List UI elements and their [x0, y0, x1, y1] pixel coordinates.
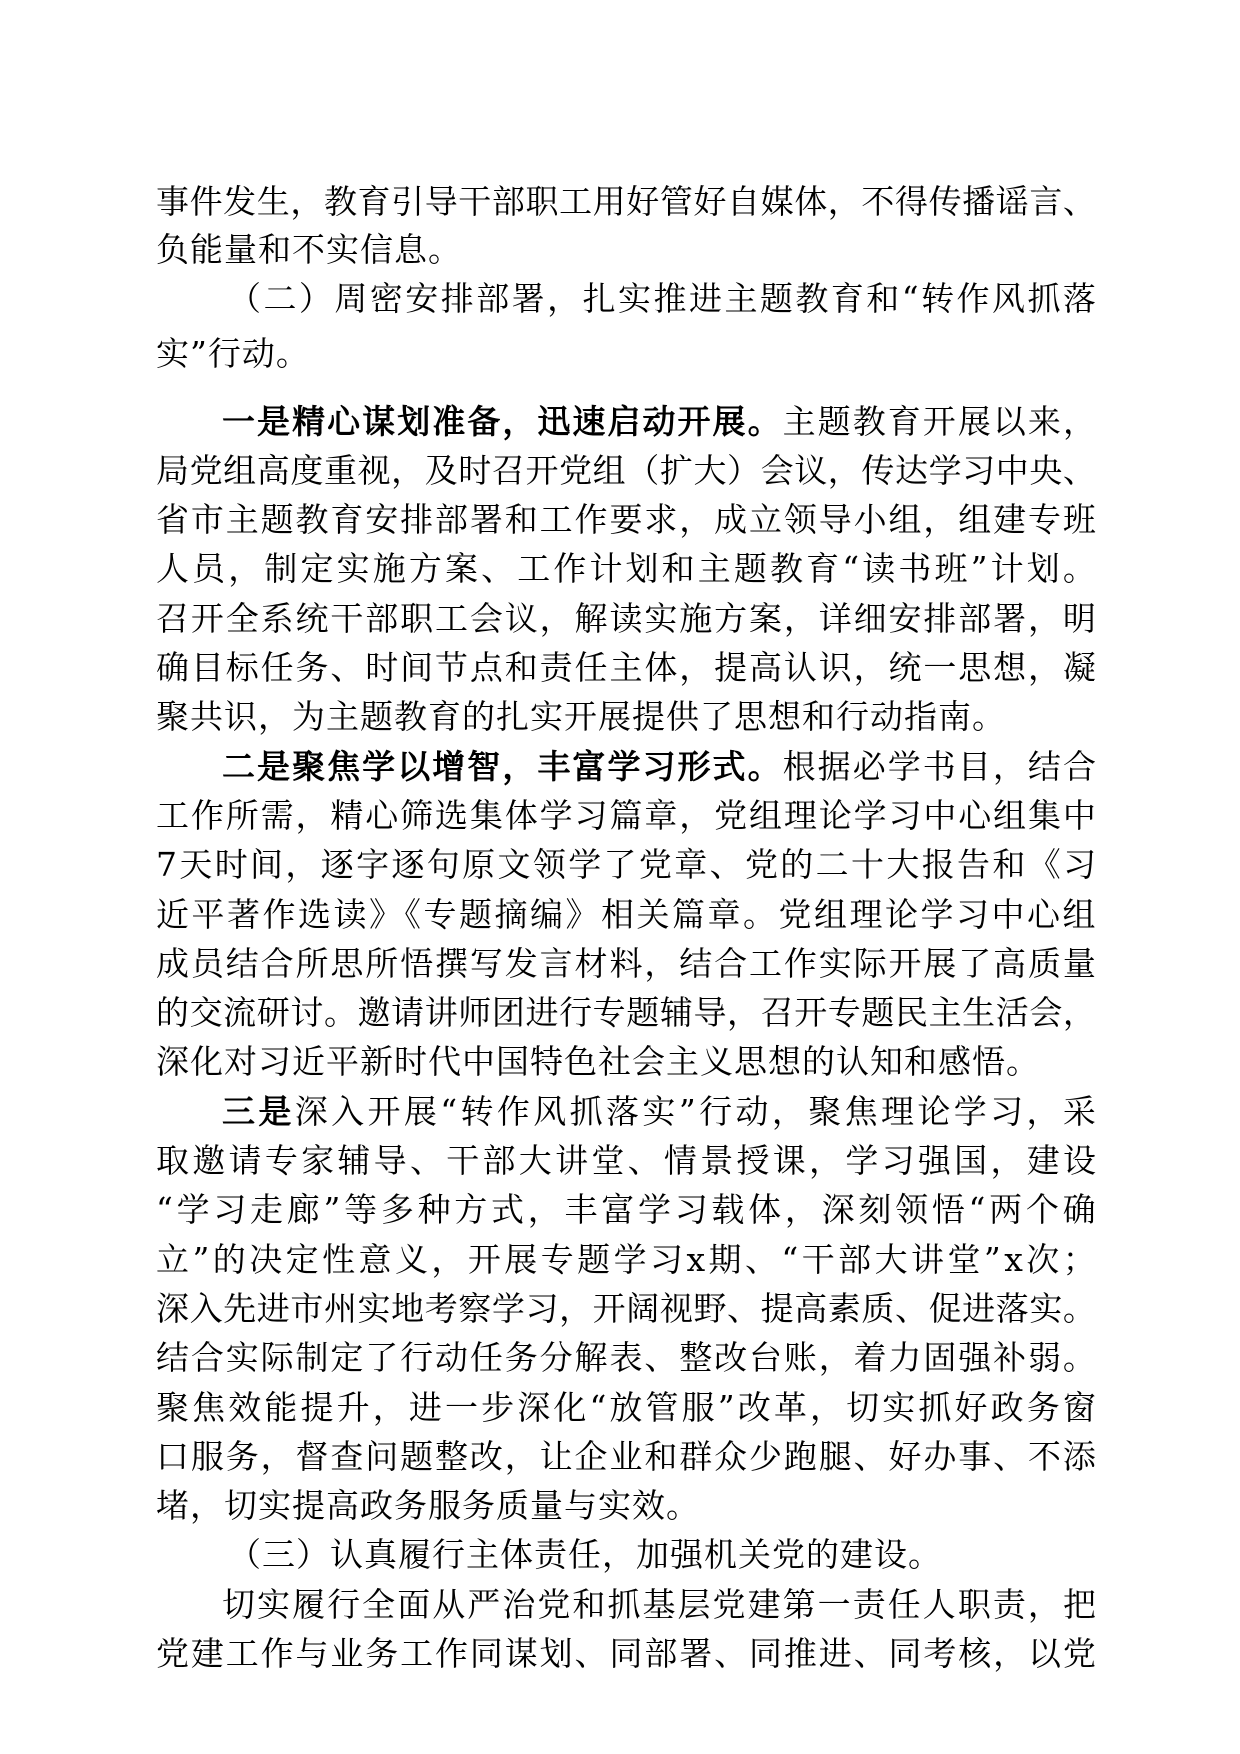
text-line: [156, 1285, 1097, 1333]
body-text: 结合实际制定了行动任务分解表、整改台账，着力固强补弱。: [156, 1338, 1098, 1377]
body-text: 召开全系统干部职工会议，解读实施方案，详细安排部署，明: [156, 599, 1098, 638]
body-text: 负能量和不实信息。: [156, 230, 462, 269]
text-line: [156, 330, 310, 378]
body-text: 7天时间，逐字逐句原文领学了党章、党的二十大报告和《习: [156, 845, 1099, 884]
bold-lead-text: 一是精心谋划准备，迅速启动开展。: [222, 402, 783, 441]
text-line: [156, 1433, 1098, 1481]
text-line: [156, 447, 1097, 495]
text-line: [156, 792, 1098, 840]
body-text: “学习走廊”等多种方式，丰富学习载体，深刻领悟“两个确: [156, 1190, 1100, 1229]
text-line: [156, 743, 1098, 791]
text-line: [156, 841, 1098, 889]
body-text: 深入开展“转作风抓落实”行动，聚焦理论学习，采: [294, 1092, 1100, 1131]
text-line: [156, 226, 462, 274]
body-text: 切实履行全面从严治党和抓基层党建第一责任人职责，把: [222, 1585, 1098, 1624]
body-text: 口服务，督查问题整改，让企业和群众少跑腿、好办事、不添: [156, 1437, 1098, 1476]
text-line: [156, 1088, 1099, 1136]
body-text: 聚焦效能提升，进一步深化“放管服”改革，切实抓好政务窗: [156, 1388, 1099, 1427]
body-text: 省市主题教育安排部署和工作要求，成立领导小组，组建专班: [156, 500, 1098, 539]
text-line: [156, 178, 1097, 226]
text-line: [156, 1482, 700, 1530]
text-line: [156, 891, 1098, 939]
body-text: 近平著作选读》《专题摘编》相关篇章。党组理论学习中心组: [156, 895, 1098, 934]
body-text: （三）认真履行主体责任，加强机关党的建设。: [228, 1535, 942, 1574]
body-text: （二）周密安排部署，扎实推进主题教育和“转作风抓落: [228, 279, 1099, 318]
body-text: 成员结合所思所悟撰写发言材料，结合工作实际开展了高质量: [156, 944, 1098, 983]
body-text: 取邀请专家辅导、干部大讲堂、情景授课，学习强国，建设: [156, 1141, 1100, 1180]
text-line: [156, 1531, 942, 1579]
body-text: 聚共识，为主题教育的扎实开展提供了思想和行动指南。: [156, 697, 1006, 736]
body-text: 确目标任务、时间节点和责任主体，提高认识，统一思想，凝: [156, 648, 1098, 687]
body-text: 工作所需，精心筛选集体学习篇章，党组理论学习中心组集中: [156, 796, 1098, 835]
text-line: [156, 496, 1098, 544]
body-text: 事件发生，教育引导干部职工用好管好自媒体，不得传播谣言、: [156, 182, 1097, 221]
text-line: [156, 940, 1098, 988]
text-line: [156, 398, 1098, 446]
body-text: 根据必学书目，结合: [782, 747, 1099, 786]
text-line: [156, 275, 1098, 323]
text-line: [156, 1334, 1098, 1382]
body-text: 局党组高度重视，及时召开党组（扩大）会议，传达学习中央、: [156, 451, 1097, 490]
body-text: 深入先进市州实地考察学习，开阔视野、提高素质、促进落实。: [156, 1289, 1097, 1328]
body-text: 的交流研讨。邀请讲师团进行专题辅导，召开专题民主生活会，: [156, 993, 1097, 1032]
body-text: 人员，制定实施方案、工作计划和主题教育“读书班”计划。: [156, 549, 1099, 588]
body-text: 主题教育开展以来，: [782, 402, 1099, 441]
text-line: [156, 644, 1098, 692]
body-text: 深化对习近平新时代中国特色社会主义思想的认知和感悟。: [156, 1042, 1040, 1081]
bold-lead-text: 二是聚焦学以增智，丰富学习形式。: [222, 747, 783, 786]
text-line: [156, 1384, 1099, 1432]
text-line: [156, 1630, 1098, 1678]
bold-lead-text: 三是: [222, 1092, 295, 1131]
text-line: [156, 989, 1097, 1037]
text-line: [156, 595, 1098, 643]
text-line: [156, 545, 1099, 593]
body-text: 党建工作与业务工作同谋划、同部署、同推进、同考核，以党: [156, 1634, 1098, 1673]
text-line: [156, 1137, 1099, 1185]
text-line: [156, 1581, 1098, 1629]
body-text: 立”的决定性意义，开展专题学习x期、“干部大讲堂”x次；: [156, 1240, 1100, 1279]
text-line: [156, 1236, 1099, 1284]
body-text: 实”行动。: [156, 334, 310, 373]
text-line: [156, 1186, 1099, 1234]
text-line: [156, 1038, 1040, 1086]
body-text: 堵，切实提高政务服务质量与实效。: [156, 1486, 700, 1525]
text-line: [156, 693, 1006, 741]
